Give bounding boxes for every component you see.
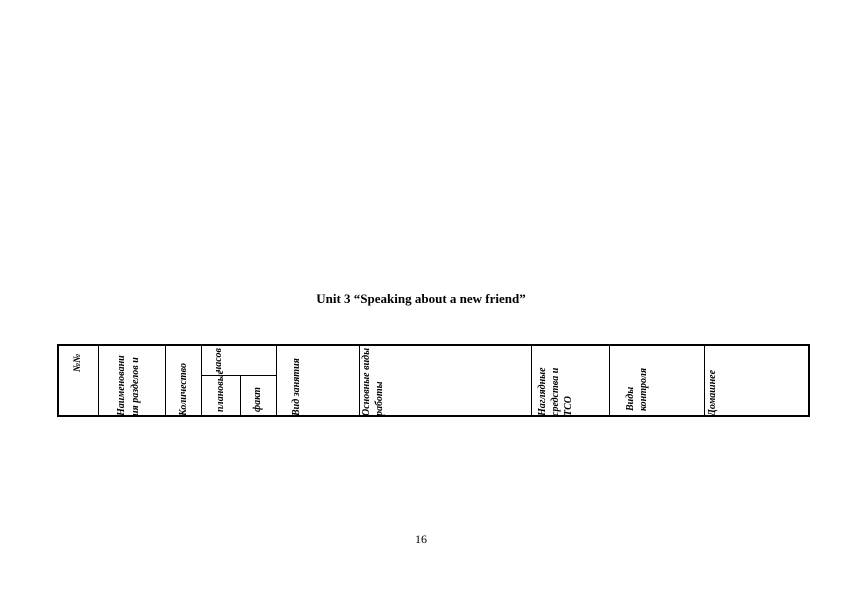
header-visual-line-2: средства и <box>550 367 561 416</box>
header-number: №№ <box>72 353 83 372</box>
header-control-line-1: Виды <box>625 386 636 411</box>
column-divider <box>704 346 705 415</box>
header-visual-line-3: ТСО <box>563 396 574 416</box>
column-divider <box>609 346 610 415</box>
column-divider <box>98 346 99 415</box>
header-homework: Домашнее <box>707 369 718 416</box>
row-divider <box>201 375 276 376</box>
header-count: Количество <box>178 363 189 416</box>
column-divider <box>240 375 241 415</box>
header-visual-line-1: Наглядные <box>537 367 548 416</box>
lesson-plan-table <box>57 344 810 417</box>
header-fact: факт <box>252 387 263 412</box>
header-plan: плановые <box>215 369 226 412</box>
header-section-line-2: ия разделов и <box>130 357 141 416</box>
unit-title: Unit 3 “Speaking about a new friend” <box>316 291 526 306</box>
column-divider <box>531 346 532 415</box>
page-number: 16 <box>415 532 427 546</box>
header-activity-line-1: Основные виды <box>361 347 372 416</box>
header-hours: часов <box>213 348 224 372</box>
header-section-line-1: Наименовани <box>116 355 127 416</box>
header-lesson-type: Вид занятия <box>291 358 302 416</box>
column-divider <box>276 346 277 415</box>
header-control-line-2: контроля <box>638 367 649 411</box>
header-activity-line-2: работы <box>374 381 385 416</box>
column-divider <box>359 346 360 415</box>
column-divider <box>165 346 166 415</box>
column-divider <box>201 346 202 415</box>
